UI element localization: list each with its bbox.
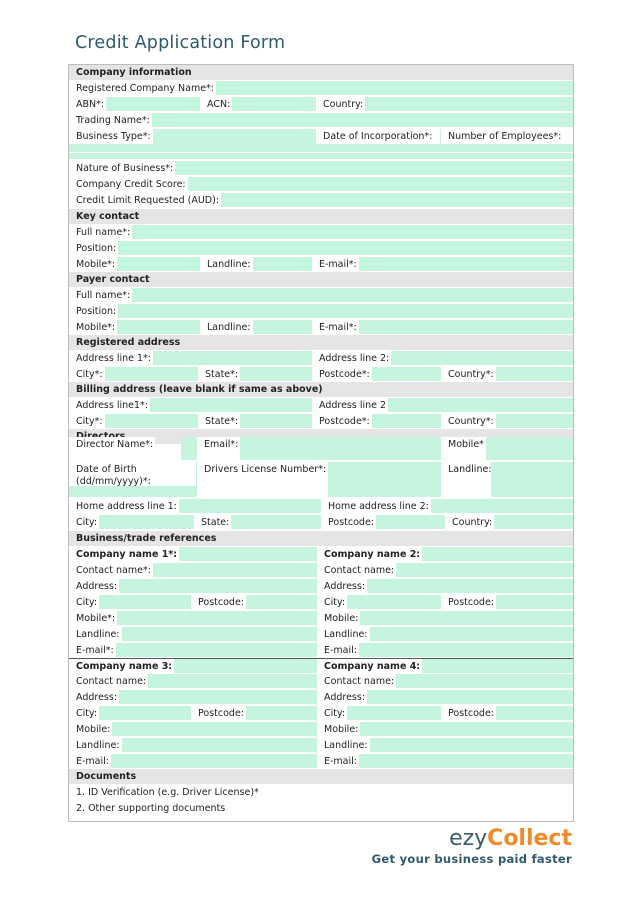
director-name-field[interactable]: [181, 437, 197, 461]
label: Registered Company Name*:: [69, 81, 216, 96]
label: Address line1*:: [69, 398, 150, 413]
tagline: Get your business paid faster: [371, 852, 572, 866]
label: Postcode*:: [312, 414, 372, 429]
label: Director Name*:: [69, 437, 155, 461]
label: E-mail:: [317, 643, 359, 658]
credit-form: [68, 64, 574, 822]
label: Mobile:: [317, 611, 360, 626]
label: Postcode:: [441, 706, 496, 721]
section-references: Business/trade references: [69, 531, 573, 546]
label: ACN:: [200, 97, 232, 112]
label: E-mail:: [69, 754, 111, 769]
logo-text: ezy: [449, 826, 488, 851]
label: E-mail*:: [312, 257, 359, 272]
label: Mobile:: [317, 722, 360, 737]
label: Contact name:: [69, 674, 148, 689]
label: Position:: [69, 304, 118, 319]
label: State:: [194, 515, 231, 530]
label: Address:: [69, 690, 119, 705]
label: Date of Birth (dd/mm/yyyy)*:: [69, 462, 196, 486]
key-position-field[interactable]: [69, 241, 573, 256]
director-mobile-field[interactable]: [485, 437, 573, 461]
page-title: Credit Application Form: [75, 33, 286, 53]
label: Country*:: [441, 414, 496, 429]
label: Number of Employees*:: [441, 129, 573, 144]
label: Address:: [317, 579, 367, 594]
label: City:: [69, 595, 99, 610]
label: E-mail:: [317, 754, 359, 769]
label: Country:: [445, 515, 494, 530]
label: Address:: [317, 690, 367, 705]
label: Full name*:: [69, 288, 132, 303]
director-email-field[interactable]: [237, 437, 441, 461]
label: Email*:: [197, 437, 240, 461]
label: Postcode:: [191, 706, 246, 721]
ezycollect-logo: [449, 826, 572, 851]
label: Nature of Business*:: [69, 161, 175, 176]
label: Contact name*:: [69, 563, 153, 578]
label: Postcode:: [321, 515, 376, 530]
label: Company Credit Score:: [69, 177, 188, 192]
label: Landline:: [200, 320, 253, 335]
label: Company name 3:: [69, 659, 174, 674]
section-payer-contact: Payer contact: [69, 272, 573, 287]
label: Landline:: [69, 738, 122, 753]
label: Address line 2:: [312, 351, 391, 366]
label: Postcode:: [191, 595, 246, 610]
document-item: 2. Other supporting documents: [76, 803, 226, 814]
label: Mobile*:: [69, 611, 117, 626]
label: Credit Limit Requested (AUD):: [69, 193, 221, 208]
label: Mobile:: [69, 722, 112, 737]
label: Home address line 1:: [69, 499, 179, 514]
label: City:: [317, 706, 347, 721]
label: Country*:: [441, 367, 496, 382]
label: Postcode*:: [312, 367, 372, 382]
document-item: 1. ID Verification (e.g. Driver License)*: [76, 787, 259, 798]
label: Home address line 2:: [321, 499, 431, 514]
label: Mobile*: [441, 437, 486, 461]
label: City:: [69, 515, 99, 530]
label: Landline:: [317, 627, 370, 642]
label: Postcode:: [441, 595, 496, 610]
label: Position:: [69, 241, 118, 256]
section-documents: Documents: [69, 769, 573, 784]
section-registered-address: Registered address: [69, 335, 573, 350]
label: Address:: [69, 579, 119, 594]
label: City*:: [69, 414, 105, 429]
section-company: Company information: [69, 65, 573, 80]
label: Contact name:: [317, 563, 396, 578]
label: State*:: [198, 414, 240, 429]
section-billing-address: Billing address (leave blank if same as above): [69, 382, 573, 397]
label: Address line 2: [312, 398, 388, 413]
label: ABN*:: [69, 97, 106, 112]
key-fullname-field[interactable]: [69, 225, 573, 240]
label: Trading Name*:: [69, 113, 152, 128]
label: E-mail*:: [312, 320, 359, 335]
label: City*:: [69, 367, 105, 382]
label: Landline:: [69, 627, 122, 642]
label: State*:: [198, 367, 240, 382]
label: Company name 2:: [317, 547, 422, 562]
label: Landline:: [200, 257, 253, 272]
label: Date of Incorporation*:: [316, 129, 440, 144]
label: E-mail*:: [69, 643, 116, 658]
label: Business Type*:: [69, 129, 153, 144]
label: Mobile*:: [69, 257, 117, 272]
label: Landline:: [317, 738, 370, 753]
label: Company name 4:: [317, 659, 422, 674]
section-key-contact: Key contact: [69, 209, 573, 224]
label: Landline:: [441, 462, 491, 498]
logo-text: Collect: [487, 826, 572, 851]
label: City:: [69, 706, 99, 721]
label: Address line 1*:: [69, 351, 153, 366]
payer-fullname-field[interactable]: [69, 288, 573, 303]
spacer-field: [69, 153, 573, 160]
label: Drivers License Number*:: [197, 462, 328, 498]
label: Contact name:: [317, 674, 396, 689]
label: Full name*:: [69, 225, 132, 240]
label: Country:: [316, 97, 365, 112]
label: Mobile*:: [69, 320, 117, 335]
label: City:: [317, 595, 347, 610]
payer-position-field[interactable]: [69, 304, 573, 319]
label: Company name 1*:: [69, 547, 179, 562]
